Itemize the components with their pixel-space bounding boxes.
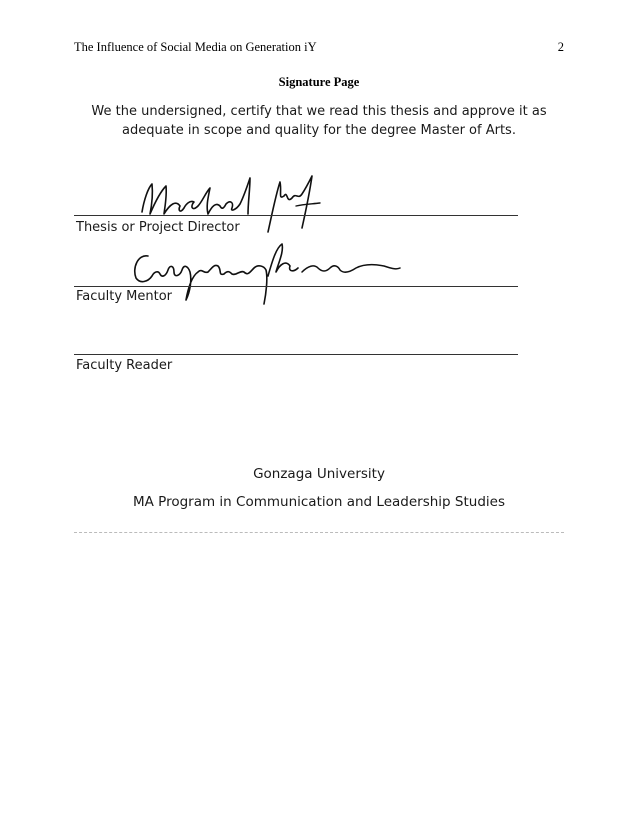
mentor-signature [118,238,408,318]
director-signature-line [74,215,518,216]
director-label: Thesis or Project Director [76,220,240,235]
reader-label: Faculty Reader [76,358,173,373]
page-number: 2 [557,40,564,54]
dashed-divider [74,532,564,533]
running-head: The Influence of Social Media on Generation iY [74,40,317,54]
program-name: MA Program in Communication and Leadership Studies [133,494,505,510]
certification-statement: We the undersigned, certify that we read this thesis and approve it as adequate in scope and quality for the degree Master of Arts. [91,104,547,138]
reader-signature-line [74,354,518,355]
mentor-label: Faculty Mentor [76,289,173,304]
page-title: Signature Page [278,75,360,89]
university-name: Gonzaga University [253,466,385,482]
mentor-signature-line [74,286,518,287]
